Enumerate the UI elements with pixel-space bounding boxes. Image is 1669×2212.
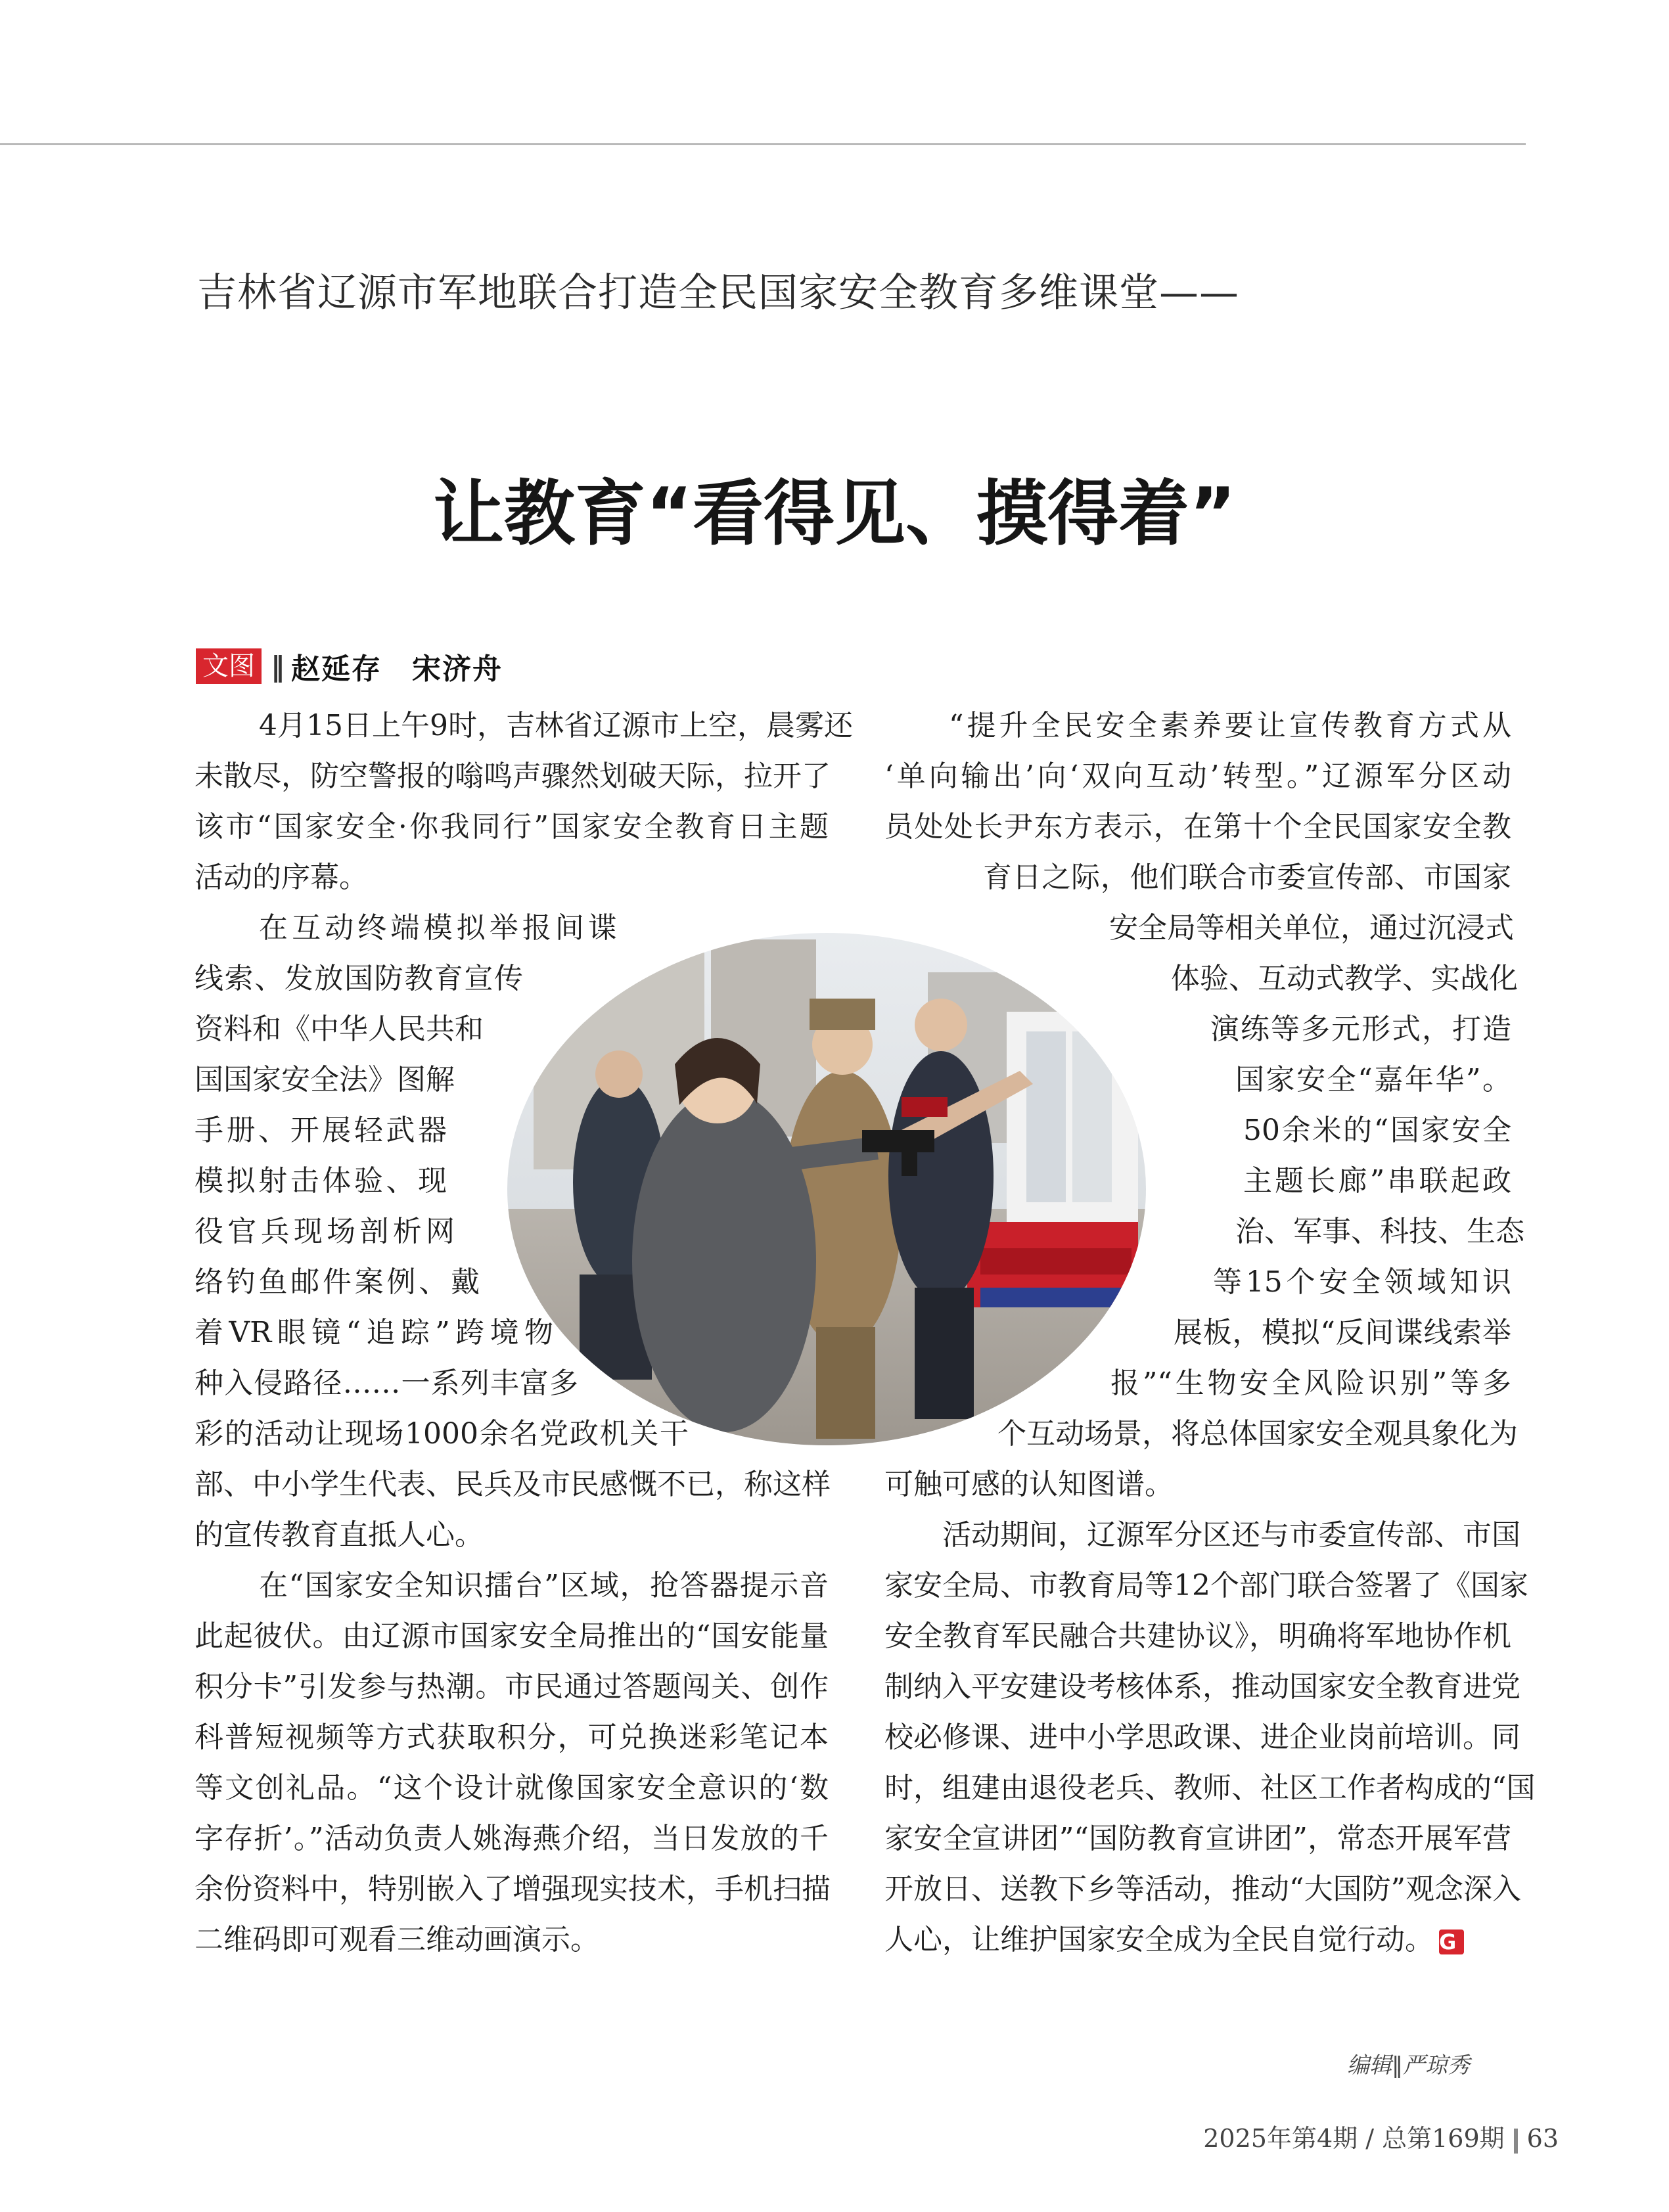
left-line: 该市“国家安全·你我同行”国家安全教育日主题 bbox=[194, 810, 829, 844]
end-mark-icon: G bbox=[1439, 1930, 1464, 1954]
left-line: 部、中小学生代表、民兵及市民感慨不已，称这样 bbox=[194, 1468, 831, 1501]
page-footer bbox=[1203, 2118, 1559, 2154]
right-line: 家安全局、市教育局等12个部门联合签署了《国家 bbox=[884, 1569, 1528, 1602]
left-line: 等文创礼品。“这个设计就像国家安全意识的‘数 bbox=[194, 1771, 829, 1805]
right-line: 个互动场景，将总体国家安全观具象化为 bbox=[997, 1417, 1518, 1451]
right-line: 制纳入平安建设考核体系，推动国家安全教育进党 bbox=[884, 1670, 1520, 1704]
right-line-last bbox=[884, 1920, 1511, 1960]
editor-credit: 编辑‖严琼秀 bbox=[1347, 2052, 1470, 2079]
right-line-text: 人心，让维护国家安全成为全民自觉行动。 bbox=[884, 1923, 1434, 1956]
right-line: ‘单向输出’向‘双向互动’转型。”辽源军分区动 bbox=[884, 759, 1511, 793]
left-line: 此起彼伏。由辽源市国家安全局推出的“国安能量 bbox=[194, 1619, 829, 1653]
left-line: 模拟射击体验、现 bbox=[194, 1164, 447, 1198]
right-line: 育日之际，他们联合市委宣传部、市国家 bbox=[983, 861, 1511, 894]
left-line: 积分卡”引发参与热潮。市民通过答题闯关、创作 bbox=[194, 1670, 829, 1704]
right-line: 家安全宣讲团”“国防教育宣讲团”，常态开展军营 bbox=[884, 1822, 1511, 1855]
left-line: 彩的活动让现场1000余名党政机关干 bbox=[194, 1417, 689, 1451]
byline-tag: 文图 bbox=[196, 648, 262, 684]
right-line: 体验、互动式教学、实战化 bbox=[1171, 962, 1518, 995]
byline-authors: 赵延存 宋济舟 bbox=[291, 652, 503, 686]
photo-illustration bbox=[507, 933, 1146, 1445]
left-line: 的宣传教育直抵人心。 bbox=[194, 1518, 484, 1552]
left-line: 科普短视频等方式获取积分，可兑换迷彩笔记本 bbox=[194, 1721, 829, 1754]
right-line: 时，组建由退役老兵、教师、社区工作者构成的“国 bbox=[884, 1771, 1536, 1805]
left-line: 着VR眼镜“追踪”跨境物 bbox=[194, 1316, 553, 1349]
article-title: 让教育“看得见、摸得着” bbox=[433, 473, 1236, 555]
left-line: 在互动终端模拟举报间谍 bbox=[259, 911, 617, 945]
right-line: 演练等多元形式，打造 bbox=[1210, 1012, 1511, 1046]
right-line: 活动期间，辽源军分区还与市委宣传部、市国 bbox=[942, 1518, 1520, 1552]
left-line: 资料和《中华人民共和 bbox=[194, 1012, 484, 1046]
left-line: 络钓鱼邮件案例、戴 bbox=[194, 1265, 480, 1299]
right-line: 展板，模拟“反间谍线索举 bbox=[1174, 1316, 1511, 1349]
right-line: “提升全民安全素养要让宣传教育方式从 bbox=[949, 709, 1511, 742]
left-line: 字存折’。”活动负责人姚海燕介绍，当日发放的千 bbox=[194, 1822, 829, 1855]
byline-separator: ‖ bbox=[271, 650, 285, 683]
right-line: 开放日、送教下乡等活动，推动“大国防”观念深入 bbox=[884, 1872, 1521, 1906]
issue-info: 2025年第4期 / 总第169期 bbox=[1203, 2124, 1505, 2153]
left-line: 种入侵路径……一系列丰富多 bbox=[194, 1366, 578, 1400]
left-line: 线索、发放国防教育宣传 bbox=[194, 962, 523, 995]
right-line: 安全局等相关单位，通过沉浸式 bbox=[1109, 911, 1514, 945]
right-line: 安全教育军民融合共建协议》，明确将军地协作机 bbox=[884, 1619, 1511, 1653]
right-line: 国家安全“嘉年华”。 bbox=[1235, 1063, 1511, 1096]
right-line: 50余米的“国家安全 bbox=[1243, 1114, 1511, 1147]
right-line: 可触可感的认知图谱。 bbox=[884, 1468, 1174, 1501]
left-line: 4月15日上午9时，吉林省辽源市上空，晨雾还 bbox=[259, 709, 853, 742]
right-line: 等15个安全领域知识 bbox=[1213, 1265, 1511, 1299]
top-rule bbox=[0, 143, 1526, 145]
footer-divider bbox=[1514, 2129, 1518, 2154]
right-line: 校必修课、进中小学思政课、进企业岗前培训。同 bbox=[884, 1721, 1520, 1754]
left-line: 二维码即可观看三维动画演示。 bbox=[194, 1923, 599, 1956]
article-photo bbox=[507, 933, 1146, 1445]
left-line: 活动的序幕。 bbox=[194, 861, 368, 894]
left-line: 国国家安全法》图解 bbox=[194, 1063, 455, 1096]
left-line: 余份资料中，特别嵌入了增强现实技术，手机扫描 bbox=[194, 1872, 831, 1906]
left-line: 役官兵现场剖析网 bbox=[194, 1215, 455, 1248]
page-number: 63 bbox=[1526, 2124, 1559, 2153]
right-line: 治、军事、科技、生态 bbox=[1235, 1215, 1524, 1248]
right-line: 报”“生物安全风险识别”等多 bbox=[1110, 1366, 1511, 1400]
left-line: 未散尽，防空警报的嗡鸣声骤然划破天际，拉开了 bbox=[194, 759, 831, 793]
right-line: 员处处长尹东方表示，在第十个全民国家安全教 bbox=[884, 810, 1511, 844]
byline bbox=[196, 648, 503, 685]
article-kicker: 吉林省辽源市军地联合打造全民国家安全教育多维课堂—— bbox=[197, 270, 1239, 316]
left-line: 在“国家安全知识擂台”区域，抢答器提示音 bbox=[259, 1569, 829, 1602]
right-line: 主题长廊”串联起政 bbox=[1243, 1164, 1511, 1198]
left-line: 手册、开展轻武器 bbox=[194, 1114, 447, 1147]
